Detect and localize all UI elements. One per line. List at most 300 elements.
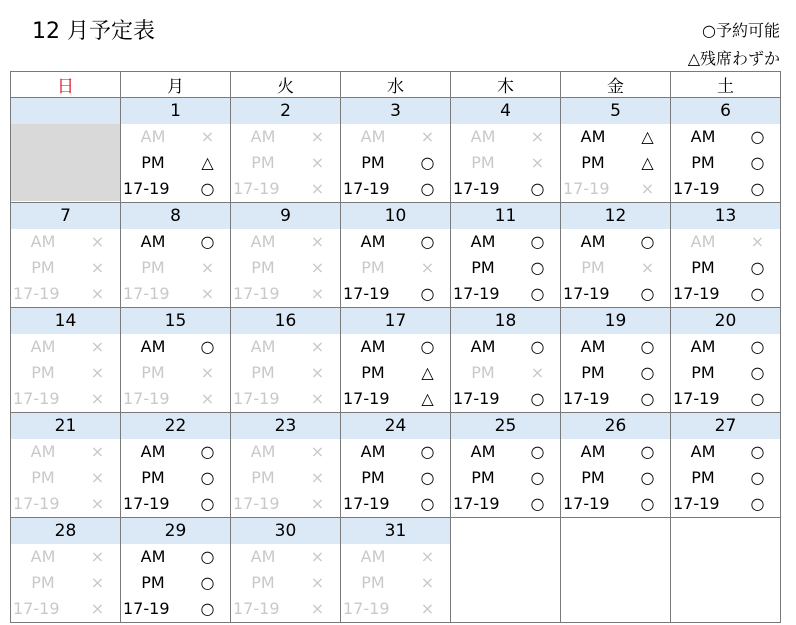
day-number: 31: [341, 518, 450, 544]
time-slot: [121, 255, 230, 281]
time-slot: [11, 334, 120, 360]
day-number: [11, 98, 120, 124]
slot-label: PM: [691, 363, 715, 382]
slot-list: [121, 124, 230, 202]
slot-label: AM: [360, 337, 386, 356]
slot-list: [341, 544, 450, 622]
slot-list: [561, 229, 670, 307]
time-slot: [11, 596, 120, 622]
availability-mark: ○: [530, 284, 545, 303]
slot-label: 17-19: [673, 179, 720, 198]
availability-mark: ×: [640, 179, 655, 198]
day-cell[interactable]: [121, 308, 231, 413]
time-slot[interactable]: [341, 439, 450, 465]
slot-label: 17-19: [563, 179, 610, 198]
day-cell[interactable]: [341, 518, 451, 623]
slot-label: PM: [361, 363, 385, 382]
availability-mark: △: [201, 153, 214, 172]
day-cell[interactable]: [11, 413, 121, 518]
legend-few-seats: △残席わずか: [687, 49, 780, 68]
day-cell: [11, 98, 121, 203]
day-cell[interactable]: [671, 98, 781, 203]
availability-mark: △: [421, 389, 434, 408]
slot-list: [231, 439, 340, 517]
weekday-sat: 土: [671, 72, 781, 98]
day-cell[interactable]: [451, 308, 561, 413]
day-number: 17: [341, 308, 450, 334]
availability-mark: ○: [640, 389, 655, 408]
day-number: 2: [231, 98, 340, 124]
slot-label: PM: [141, 363, 165, 382]
time-slot: [561, 255, 670, 281]
day-number: 27: [671, 413, 780, 439]
slot-label: AM: [140, 232, 166, 251]
availability-mark: ○: [640, 494, 655, 513]
day-cell[interactable]: [341, 308, 451, 413]
day-number: 14: [11, 308, 120, 334]
day-number: 23: [231, 413, 340, 439]
slot-label: PM: [31, 468, 55, 487]
slot-label: AM: [690, 232, 716, 251]
calendar: [10, 71, 781, 623]
slot-label: PM: [581, 363, 605, 382]
time-slot[interactable]: [341, 491, 450, 517]
slot-label: PM: [141, 258, 165, 277]
availability-mark: ×: [310, 547, 325, 566]
availability-mark: ×: [420, 599, 435, 618]
time-slot: [231, 596, 340, 622]
day-cell[interactable]: [121, 518, 231, 623]
slot-label: AM: [470, 337, 496, 356]
availability-mark: ×: [420, 127, 435, 146]
time-slot: [121, 281, 230, 307]
availability-mark: △: [421, 363, 434, 382]
slot-label: 17-19: [343, 179, 390, 198]
availability-mark: ×: [310, 494, 325, 513]
time-slot[interactable]: [671, 176, 780, 202]
slot-label: 17-19: [453, 389, 500, 408]
availability-mark: ×: [90, 468, 105, 487]
slot-label: PM: [361, 153, 385, 172]
time-slot[interactable]: [561, 491, 670, 517]
time-slot[interactable]: [561, 124, 670, 150]
time-slot[interactable]: [341, 150, 450, 176]
time-slot[interactable]: [561, 150, 670, 176]
time-slot: [11, 570, 120, 596]
day-cell[interactable]: [561, 203, 671, 308]
time-slot: [231, 124, 340, 150]
availability-mark: ×: [420, 547, 435, 566]
availability-mark: ×: [90, 389, 105, 408]
time-slot: [231, 281, 340, 307]
time-slot: [11, 281, 120, 307]
time-slot[interactable]: [671, 386, 780, 412]
time-slot: [11, 360, 120, 386]
slot-label: PM: [31, 363, 55, 382]
slot-label: PM: [251, 573, 275, 592]
slot-label: PM: [471, 258, 495, 277]
slot-label: AM: [250, 547, 276, 566]
weekday-thu: 木: [451, 72, 561, 98]
availability-mark: ×: [310, 468, 325, 487]
slot-label: 17-19: [233, 389, 280, 408]
time-slot[interactable]: [341, 281, 450, 307]
time-slot[interactable]: [561, 334, 670, 360]
weekday-fri: 金: [561, 72, 671, 98]
slot-list: [231, 229, 340, 307]
time-slot: [11, 544, 120, 570]
day-number: 30: [231, 518, 340, 544]
time-slot[interactable]: [671, 124, 780, 150]
availability-mark: ×: [310, 599, 325, 618]
slot-label: 17-19: [123, 284, 170, 303]
availability-mark: ×: [90, 494, 105, 513]
time-slot[interactable]: [121, 439, 230, 465]
availability-mark: ×: [200, 127, 215, 146]
slot-label: AM: [30, 337, 56, 356]
time-slot[interactable]: [341, 334, 450, 360]
time-slot[interactable]: [121, 544, 230, 570]
slot-label: AM: [140, 547, 166, 566]
time-slot[interactable]: [121, 334, 230, 360]
slot-list: [341, 439, 450, 517]
time-slot[interactable]: [341, 360, 450, 386]
time-slot: [11, 255, 120, 281]
availability-mark: ×: [310, 284, 325, 303]
availability-mark: ×: [310, 232, 325, 251]
day-cell[interactable]: [231, 518, 341, 623]
availability-mark: ○: [640, 363, 655, 382]
day-cell[interactable]: [11, 518, 121, 623]
time-slot[interactable]: [451, 229, 560, 255]
slot-list: [561, 439, 670, 517]
slot-list: [11, 439, 120, 517]
availability-mark: ○: [750, 494, 765, 513]
time-slot: [231, 570, 340, 596]
day-number: 1: [121, 98, 230, 124]
slot-list: [121, 439, 230, 517]
day-cell[interactable]: [451, 98, 561, 203]
day-number: 16: [231, 308, 340, 334]
time-slot[interactable]: [671, 439, 780, 465]
slot-label: 17-19: [233, 494, 280, 513]
time-slot: [561, 176, 670, 202]
time-slot[interactable]: [341, 465, 450, 491]
availability-mark: ○: [530, 494, 545, 513]
time-slot[interactable]: [121, 596, 230, 622]
day-cell[interactable]: [121, 413, 231, 518]
time-slot: [231, 255, 340, 281]
time-slot[interactable]: [341, 386, 450, 412]
availability-mark: ×: [310, 258, 325, 277]
time-slot[interactable]: [451, 386, 560, 412]
day-cell: [671, 518, 781, 623]
slot-label: AM: [30, 547, 56, 566]
time-slot: [11, 491, 120, 517]
time-slot[interactable]: [451, 176, 560, 202]
availability-mark: ×: [310, 363, 325, 382]
day-number: 26: [561, 413, 670, 439]
day-cell[interactable]: [231, 413, 341, 518]
availability-mark: ○: [200, 337, 215, 356]
slot-label: 17-19: [453, 494, 500, 513]
availability-mark: ×: [90, 599, 105, 618]
slot-label: 17-19: [343, 389, 390, 408]
availability-mark: ×: [90, 363, 105, 382]
slot-label: AM: [580, 127, 606, 146]
time-slot[interactable]: [451, 334, 560, 360]
week-row: [11, 98, 781, 203]
time-slot[interactable]: [121, 491, 230, 517]
availability-mark: ○: [530, 468, 545, 487]
day-number: 3: [341, 98, 450, 124]
day-cell[interactable]: [341, 413, 451, 518]
slot-list: [231, 124, 340, 202]
day-number: 13: [671, 203, 780, 229]
time-slot[interactable]: [671, 150, 780, 176]
week-row: [11, 518, 781, 623]
availability-mark: ×: [750, 232, 765, 251]
slot-label: AM: [360, 232, 386, 251]
slot-label: AM: [250, 232, 276, 251]
time-slot: [231, 360, 340, 386]
slot-list: [561, 334, 670, 412]
slot-list: [341, 334, 450, 412]
availability-mark: ×: [90, 284, 105, 303]
availability-mark: ○: [420, 337, 435, 356]
time-slot: [341, 255, 450, 281]
day-number: 7: [11, 203, 120, 229]
time-slot[interactable]: [341, 176, 450, 202]
time-slot[interactable]: [561, 229, 670, 255]
availability-mark: ×: [310, 337, 325, 356]
time-slot: [231, 334, 340, 360]
slot-label: PM: [31, 258, 55, 277]
time-slot[interactable]: [121, 150, 230, 176]
time-slot[interactable]: [671, 465, 780, 491]
day-cell[interactable]: [561, 98, 671, 203]
availability-mark: ○: [750, 389, 765, 408]
slot-label: PM: [141, 153, 165, 172]
slot-label: PM: [471, 468, 495, 487]
slot-label: 17-19: [453, 284, 500, 303]
day-cell[interactable]: [561, 308, 671, 413]
time-slot: [11, 229, 120, 255]
slot-list: [121, 334, 230, 412]
time-slot[interactable]: [451, 465, 560, 491]
slot-list: [11, 229, 120, 307]
slot-label: PM: [691, 468, 715, 487]
slot-label: PM: [251, 468, 275, 487]
slot-list: [231, 544, 340, 622]
day-cell: [561, 518, 671, 623]
time-slot: [341, 596, 450, 622]
day-number: 4: [451, 98, 560, 124]
time-slot[interactable]: [121, 465, 230, 491]
slot-label: 17-19: [233, 179, 280, 198]
day-cell[interactable]: [121, 203, 231, 308]
time-slot[interactable]: [451, 439, 560, 465]
weekday-wed: 水: [341, 72, 451, 98]
day-cell[interactable]: [11, 203, 121, 308]
availability-mark: ×: [90, 337, 105, 356]
availability-mark: ○: [420, 153, 435, 172]
time-slot[interactable]: [671, 491, 780, 517]
time-slot: [11, 465, 120, 491]
time-slot[interactable]: [121, 570, 230, 596]
slot-list: [671, 229, 780, 307]
availability-mark: ○: [420, 284, 435, 303]
slot-list: [11, 544, 120, 622]
day-number: 22: [121, 413, 230, 439]
slot-label: AM: [360, 547, 386, 566]
time-slot[interactable]: [451, 255, 560, 281]
day-number: 29: [121, 518, 230, 544]
slot-label: AM: [140, 127, 166, 146]
slot-label: PM: [251, 153, 275, 172]
day-cell[interactable]: [341, 203, 451, 308]
availability-mark: ○: [420, 442, 435, 461]
day-number: 9: [231, 203, 340, 229]
slot-list: [671, 334, 780, 412]
slot-label: AM: [690, 337, 716, 356]
blank-day: [11, 124, 120, 201]
availability-mark: ×: [200, 258, 215, 277]
slot-list: [121, 544, 230, 622]
availability-mark: ×: [310, 127, 325, 146]
slot-label: PM: [361, 573, 385, 592]
availability-mark: ○: [530, 179, 545, 198]
time-slot[interactable]: [451, 491, 560, 517]
slot-label: AM: [580, 337, 606, 356]
slot-label: AM: [140, 337, 166, 356]
slot-label: 17-19: [13, 494, 60, 513]
availability-mark: ○: [420, 468, 435, 487]
time-slot[interactable]: [451, 281, 560, 307]
time-slot: [231, 465, 340, 491]
time-slot[interactable]: [121, 229, 230, 255]
availability-mark: ○: [750, 179, 765, 198]
time-slot: [231, 176, 340, 202]
day-number: 10: [341, 203, 450, 229]
day-cell[interactable]: [341, 98, 451, 203]
day-cell[interactable]: [671, 308, 781, 413]
time-slot[interactable]: [671, 281, 780, 307]
legend-available: ○予約可能: [702, 21, 780, 40]
time-slot: [121, 360, 230, 386]
availability-mark: ×: [530, 127, 545, 146]
day-number: 12: [561, 203, 670, 229]
availability-mark: ○: [200, 442, 215, 461]
week-row: [11, 413, 781, 518]
time-slot[interactable]: [561, 360, 670, 386]
availability-mark: ○: [200, 599, 215, 618]
availability-mark: ×: [200, 389, 215, 408]
slot-label: AM: [360, 127, 386, 146]
time-slot: [231, 544, 340, 570]
availability-mark: ○: [640, 232, 655, 251]
slot-list: [231, 334, 340, 412]
week-row: [11, 308, 781, 413]
day-number: 21: [11, 413, 120, 439]
slot-label: PM: [581, 258, 605, 277]
slot-label: PM: [471, 363, 495, 382]
availability-mark: ○: [530, 442, 545, 461]
slot-list: [671, 124, 780, 202]
slot-label: 17-19: [13, 284, 60, 303]
slot-label: PM: [471, 153, 495, 172]
day-number: 15: [121, 308, 230, 334]
time-slot[interactable]: [341, 229, 450, 255]
availability-mark: ×: [530, 363, 545, 382]
slot-label: PM: [251, 363, 275, 382]
day-cell[interactable]: [671, 203, 781, 308]
time-slot: [341, 570, 450, 596]
slot-label: AM: [470, 232, 496, 251]
availability-mark: ○: [200, 232, 215, 251]
availability-mark: ○: [750, 363, 765, 382]
slot-label: AM: [470, 442, 496, 461]
time-slot[interactable]: [561, 386, 670, 412]
day-cell[interactable]: [671, 413, 781, 518]
time-slot[interactable]: [671, 360, 780, 386]
day-number: 20: [671, 308, 780, 334]
slot-label: AM: [690, 127, 716, 146]
slot-label: AM: [580, 442, 606, 461]
availability-mark: ×: [310, 389, 325, 408]
day-cell[interactable]: [451, 203, 561, 308]
calendar-body: [11, 98, 781, 623]
day-cell[interactable]: [231, 308, 341, 413]
slot-list: [451, 334, 560, 412]
day-cell[interactable]: [121, 98, 231, 203]
availability-mark: ○: [200, 494, 215, 513]
slot-list: [451, 124, 560, 202]
day-number: 6: [671, 98, 780, 124]
slot-label: 17-19: [563, 494, 610, 513]
availability-mark: ○: [750, 284, 765, 303]
availability-mark: ×: [310, 573, 325, 592]
slot-label: AM: [470, 127, 496, 146]
slot-label: 17-19: [123, 389, 170, 408]
slot-label: 17-19: [13, 389, 60, 408]
availability-mark: ○: [750, 153, 765, 172]
slot-label: PM: [581, 468, 605, 487]
availability-mark: ○: [530, 389, 545, 408]
availability-mark: ○: [530, 232, 545, 251]
time-slot[interactable]: [671, 334, 780, 360]
day-cell[interactable]: [561, 413, 671, 518]
time-slot[interactable]: [671, 255, 780, 281]
time-slot[interactable]: [121, 176, 230, 202]
time-slot: [231, 229, 340, 255]
day-cell[interactable]: [231, 98, 341, 203]
slot-label: AM: [30, 442, 56, 461]
time-slot[interactable]: [561, 465, 670, 491]
day-cell[interactable]: [231, 203, 341, 308]
slot-list: [671, 439, 780, 517]
time-slot[interactable]: [561, 439, 670, 465]
time-slot[interactable]: [561, 281, 670, 307]
time-slot: [451, 360, 560, 386]
availability-mark: ×: [200, 284, 215, 303]
time-slot: [231, 386, 340, 412]
slot-label: 17-19: [123, 599, 170, 618]
availability-mark: ○: [420, 179, 435, 198]
day-cell[interactable]: [11, 308, 121, 413]
day-cell[interactable]: [451, 413, 561, 518]
availability-mark: ○: [640, 468, 655, 487]
